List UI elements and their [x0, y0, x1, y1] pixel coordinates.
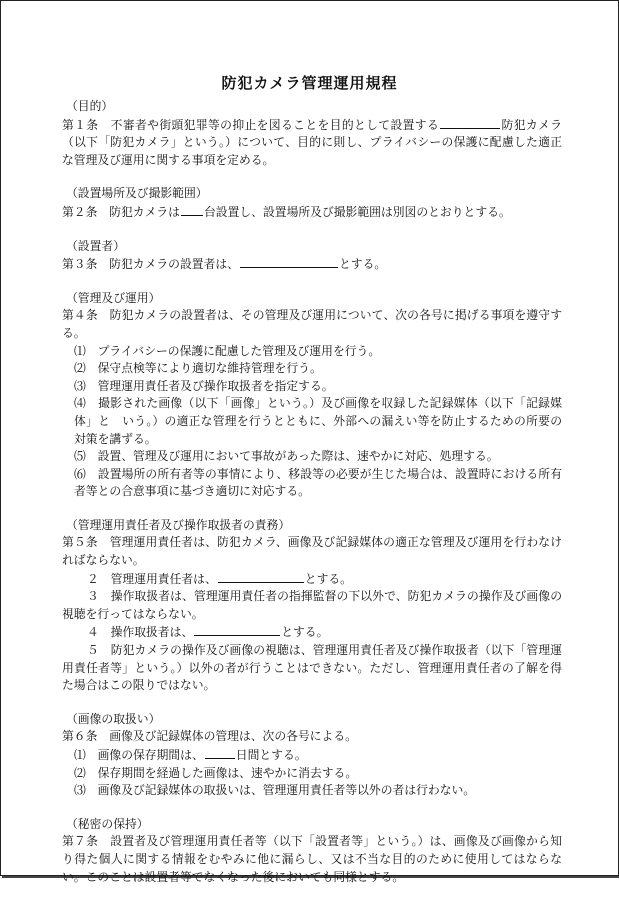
paragraph [62, 642, 562, 695]
document-title: 防犯カメラ管理運用規程 [221, 74, 398, 92]
text-segment: ５ 防犯カメラの操作及び画像の視聴は、管理運用責任者及び操作取扱者（以下「管理運用責任者等」という。）以外の者が行うことはできない。ただし、管理運用責任者の了解を得た場合はこの限りではない。 [62, 643, 562, 693]
text-segment: 日間とする。 [235, 748, 307, 762]
list-item [62, 395, 562, 448]
list-item [62, 765, 562, 783]
text-segment: とする。 [338, 257, 387, 272]
section-heading: （管理及び運用） [66, 290, 161, 305]
article-text [62, 534, 562, 569]
text-segment: 第７条 設置者及び管理運用責任者等（以下「設置者等」という。）は、画像及び画像から知り得た個人に関する情報をむやみに他に漏らし、又は不当な目的のために使用してはならない。このことは設置者等でなくなった後においても同様とする。 [62, 834, 562, 884]
text-segment: 第３条 防犯カメラの設置者は、 [62, 257, 239, 272]
section-heading: （管理運用責任者及び操作取扱者の責務） [66, 517, 291, 532]
article-text [62, 833, 562, 886]
text-segment: ⑶ 管理運用責任者及び操作取扱者を指定する。 [74, 378, 334, 393]
text-segment: ３ 操作取扱者は、管理運用責任者の指揮監督の下以外で、防犯カメラの操作及び画像の視聴を行ってはならない。 [62, 589, 562, 621]
text-segment: 第６条 画像及び記録媒体の管理は、次の各号による。 [62, 729, 357, 744]
text-segment: ⑵ 保守点検等により適切な維持管理を行う。 [74, 361, 322, 376]
text-segment: 防犯カメラ（以下「防犯カメラ」という。）について、目的に則し、プライバシーの保護に配慮した適正な管理及び運用に関する事項を定める。 [62, 117, 562, 167]
document-body [62, 98, 562, 902]
text-segment: ⑵ 保存期間を経過した画像は、速やかに消去する。 [74, 765, 358, 780]
text-segment: ４ 操作取扱者は、 [87, 625, 194, 640]
text-segment: 第５条 管理運用責任者は、防犯カメラ、画像及び記録媒体の適正な管理及び運用を行わなければならない。 [62, 535, 562, 568]
text-segment: 第１条 不審者や街頭犯罪等の抑止を図ることを目的として設置する [62, 117, 440, 132]
fill-in-blank [240, 255, 338, 268]
list-item [62, 360, 562, 378]
section-heading: （秘密の保持） [66, 816, 149, 831]
text-segment: ２ 管理運用責任者は、 [87, 571, 217, 586]
fill-in-blank [218, 570, 304, 583]
list-item [62, 343, 562, 361]
text-segment: 第２条 防犯カメラは [62, 204, 180, 219]
text-segment: ⑹ 設置場所の所有者等の事情により、移設等の必要が生じた場合は、設置時における所有者等との合意事項に基づき適切に対応する。 [74, 466, 562, 499]
list-item [62, 448, 562, 466]
article-text [62, 203, 562, 222]
article-text [62, 116, 562, 170]
list-item [62, 746, 562, 765]
text-segment: ⑸ 設置、管理及び運用において事故があった際は、速やかに対応、処理する。 [74, 449, 499, 464]
paragraph [62, 623, 562, 642]
text-segment: ⑷ 撮影された画像（以下「画像」という。）及び画像を収録した記録媒体（以下「記録媒体」と いう。）の適正な管理を行うとともに、外部への漏えい等を防止するための所要の対策を講ずる。 [74, 396, 562, 446]
list-item [62, 378, 562, 396]
section [62, 238, 562, 274]
article-text [62, 307, 562, 342]
section [62, 711, 562, 800]
list-item [62, 782, 562, 800]
text-segment: ⑴ 画像の保存期間は、 [74, 748, 204, 762]
text-segment: 台設置し、設置場所及び撮影範囲は別図のとおりとする。 [203, 204, 511, 219]
text-segment: ⑶ 画像及び記録媒体の取扱いは、管理運用責任者等以外の者は行わない。 [74, 783, 476, 798]
text-segment: ⑴ プライバシーの保護に配慮した管理及び運用を行う。 [74, 343, 381, 358]
list-item [62, 466, 562, 501]
section-heading: （画像の取扱い） [66, 711, 161, 726]
fill-in-blank [440, 116, 500, 129]
paragraph [62, 588, 562, 623]
section [62, 98, 562, 169]
article-text [62, 255, 562, 274]
article-text [62, 728, 562, 746]
section [62, 517, 562, 695]
fill-in-blank [194, 623, 280, 636]
text-segment: 第４条 防犯カメラの設置者は、その管理及び運用について、次の各号に掲げる事項を遵守する。 [62, 308, 562, 340]
section-heading: （設置場所及び撮影範囲） [66, 186, 208, 201]
paragraph [62, 570, 562, 589]
section-heading: （設置者） [66, 238, 125, 253]
text-segment: とする。 [304, 571, 352, 586]
fill-in-blank [205, 746, 235, 759]
section [62, 290, 562, 501]
section-heading: （目的） [66, 99, 114, 113]
section [62, 185, 562, 221]
text-segment: とする。 [281, 625, 329, 640]
fill-in-blank [181, 203, 203, 216]
